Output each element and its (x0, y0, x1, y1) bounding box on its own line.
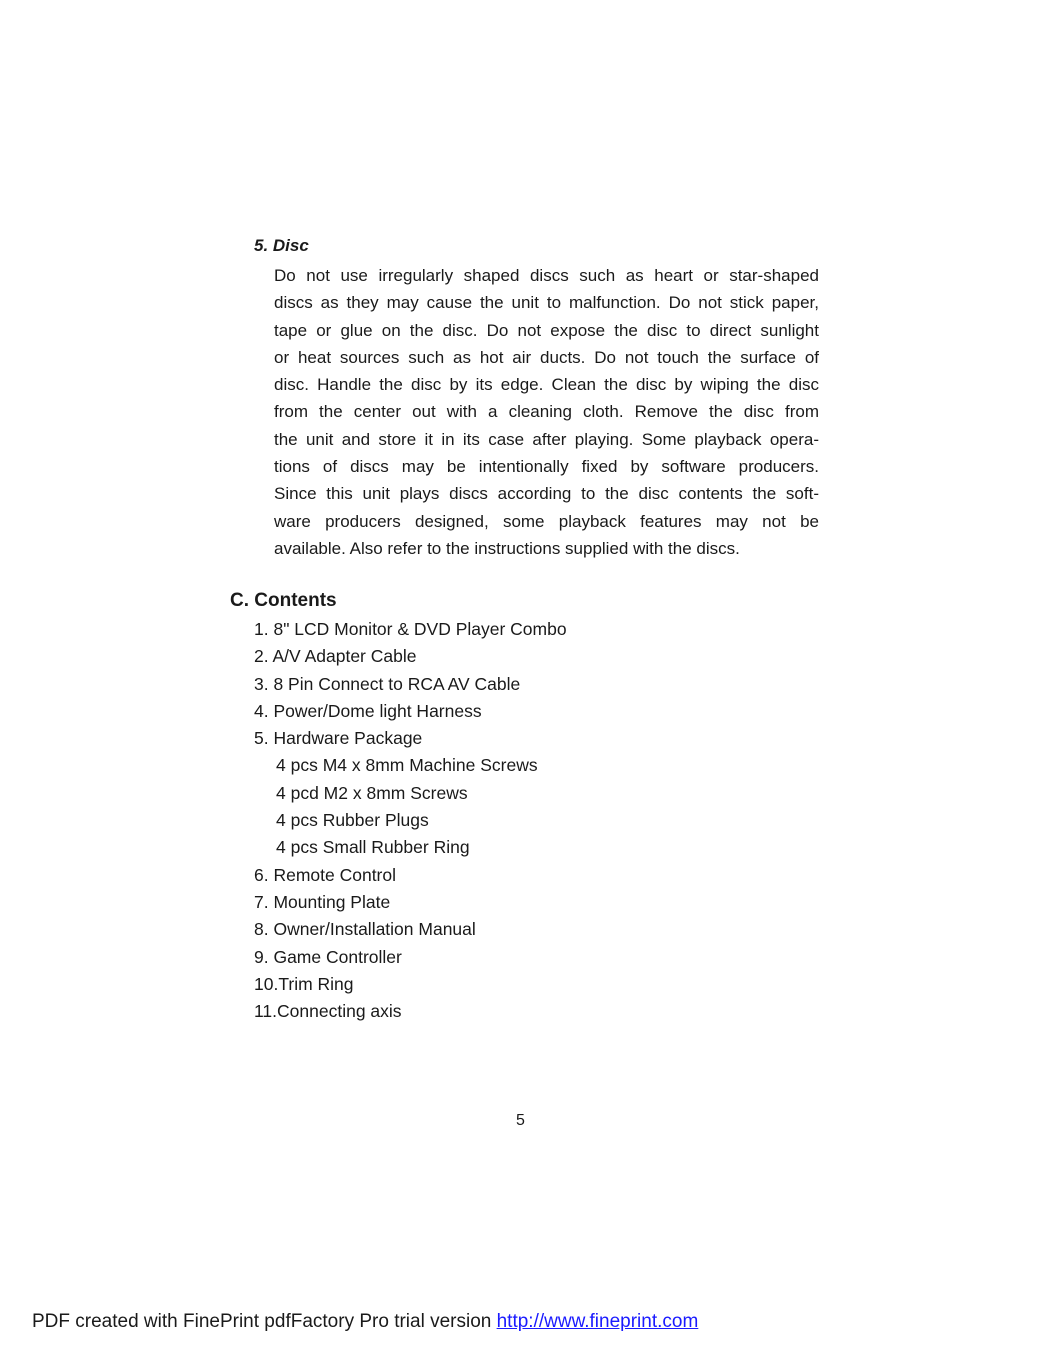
paragraph-line: tape or glue on the disc. Do not expose the disc to direct sunlight (274, 320, 819, 340)
disc-paragraph (274, 262, 819, 562)
list-item: 5. Hardware Package (254, 728, 423, 749)
list-item: 4. Power/Dome light Harness (254, 700, 482, 721)
paragraph-line: the unit and store it in its case after playing. Some playback opera- (274, 429, 819, 449)
paragraph-line: tions of discs may be intentionally fixed by software producers. (274, 457, 819, 477)
list-item: 9. Game Controller (254, 946, 402, 967)
list-item: 8. Owner/Installation Manual (254, 919, 476, 940)
paragraph-line: Since this unit plays discs according to the disc contents the soft- (274, 484, 819, 504)
paragraph-line: disc. Handle the disc by its edge. Clean the disc by wiping the disc (274, 375, 819, 395)
list-subitem: 4 pcd M2 x 8mm Screws (276, 782, 468, 803)
list-item: 2. A/V Adapter Cable (254, 646, 417, 667)
page-number: 5 (516, 1112, 525, 1129)
paragraph-line: or heat sources such as hot air ducts. Do not touch the surface of (274, 347, 819, 367)
list-item: 10.Trim Ring (254, 973, 354, 994)
disc-section-heading: 5. Disc (254, 236, 309, 255)
contents-section-heading: C. Contents (230, 590, 337, 611)
list-item: 3. 8 Pin Connect to RCA AV Cable (254, 673, 521, 694)
list-subitem: 4 pcs Small Rubber Ring (276, 837, 470, 858)
contents-list (254, 616, 567, 1025)
pdf-footer (32, 1311, 698, 1333)
paragraph-line: from the center out with a cleaning cloth. Remove the disc from (274, 402, 819, 422)
footer-text: PDF created with FinePrint pdfFactory Pro trial version (32, 1311, 497, 1332)
paragraph-line: available. Also refer to the instructions supplied with the discs. (274, 538, 740, 558)
list-subitem: 4 pcs M4 x 8mm Machine Screws (276, 755, 538, 776)
paragraph-line: ware producers designed, some playback features may not be (274, 511, 819, 531)
paragraph-line: Do not use irregularly shaped discs such as heart or star-shaped (274, 266, 819, 285)
list-subitem: 4 pcs Rubber Plugs (276, 810, 429, 831)
paragraph-line: discs as they may cause the unit to malfunction. Do not stick paper, (274, 293, 819, 313)
list-item: 7. Mounting Plate (254, 891, 391, 912)
list-item: 11.Connecting axis (254, 1001, 402, 1022)
list-item: 1. 8" LCD Monitor & DVD Player Combo (254, 619, 567, 639)
fineprint-link[interactable]: http://www.fineprint.com (496, 1311, 699, 1332)
list-item: 6. Remote Control (254, 864, 397, 885)
